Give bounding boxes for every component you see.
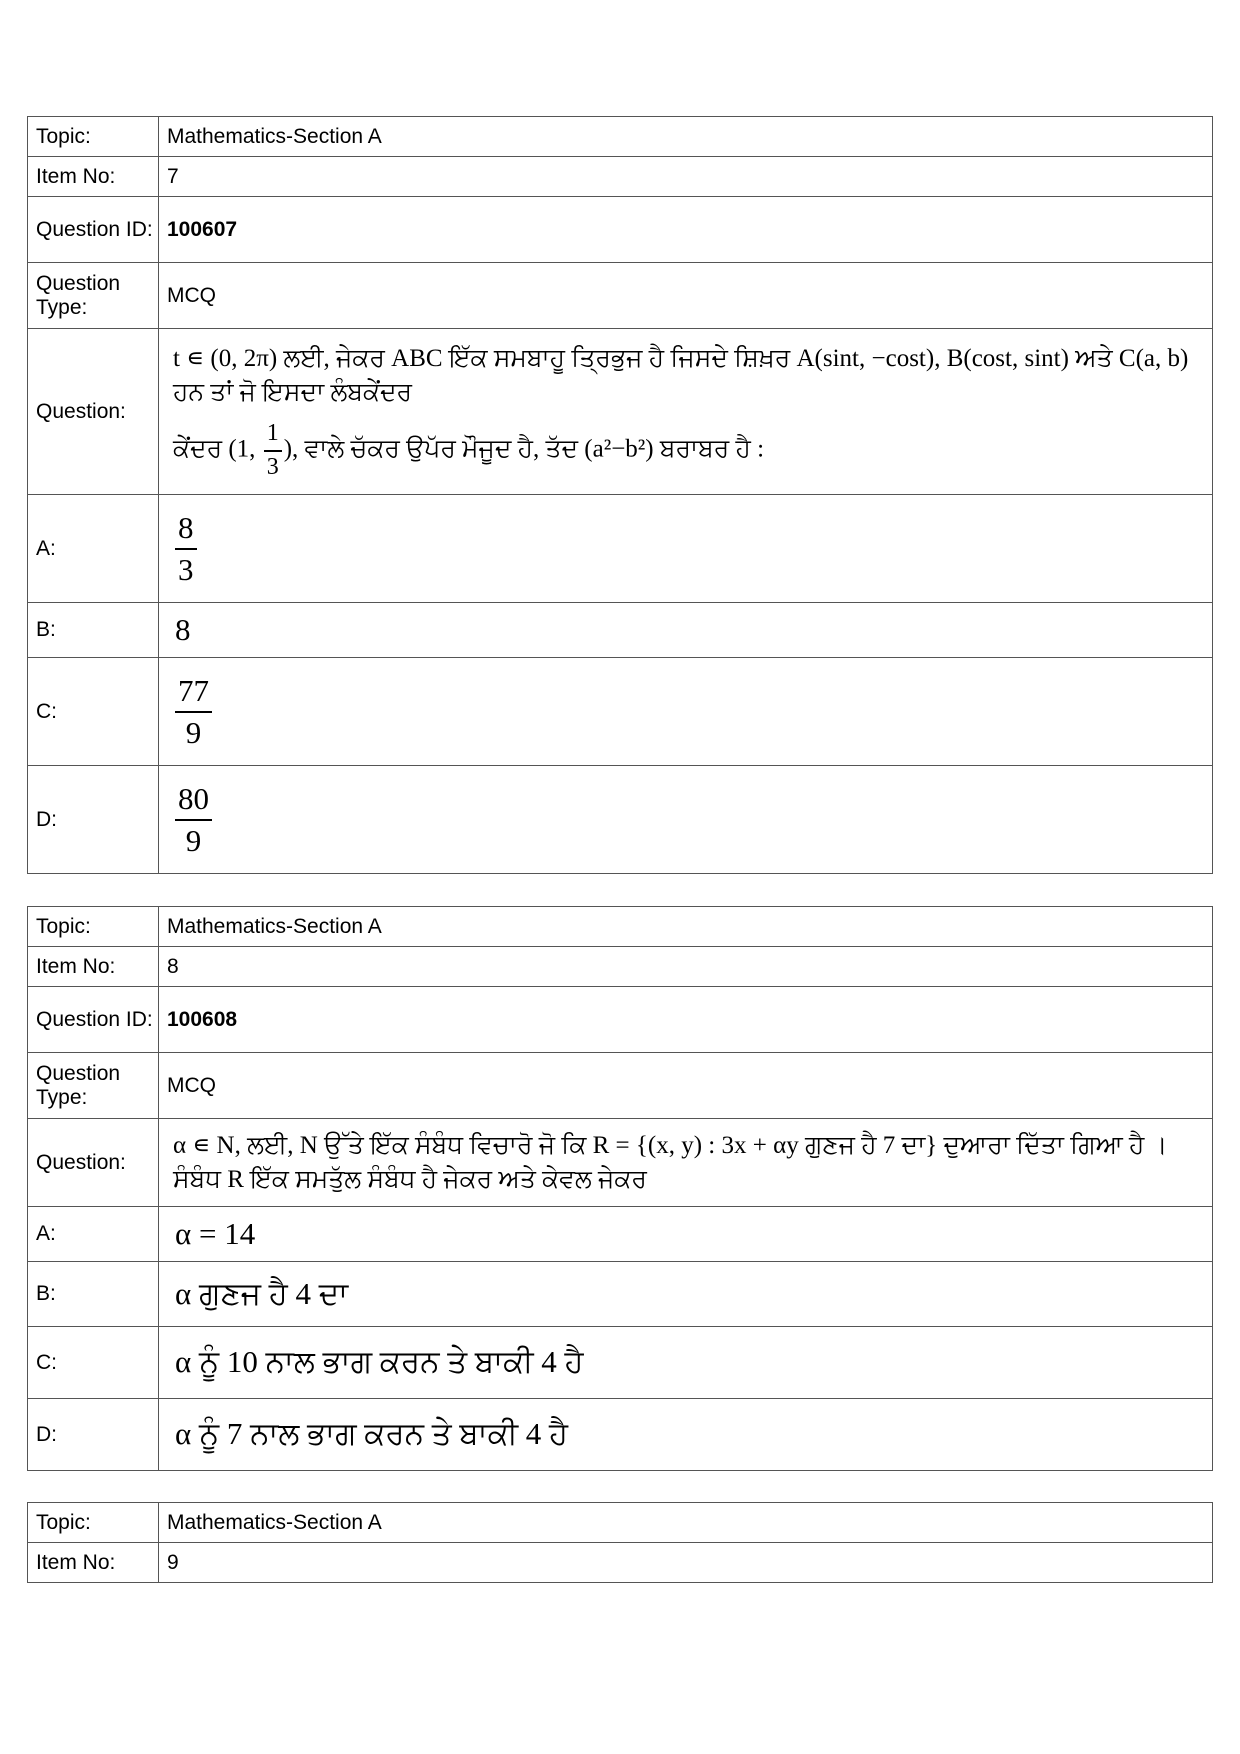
option-a-label: A: <box>28 1207 159 1262</box>
item-no-label: Item No: <box>28 947 159 987</box>
option-b-label: B: <box>28 1262 159 1327</box>
option-c-label: C: <box>28 1327 159 1399</box>
question-label: Question: <box>28 329 159 495</box>
option-d-den: 9 <box>185 822 202 858</box>
option-c[interactable]: α ਨੂੰ 10 ਨਾਲ ਭਾਗ ਕਰਨ ਤੇ ਬਾਕੀ 4 ਹੈ <box>159 1327 1213 1399</box>
topic-label: Topic: <box>28 117 159 157</box>
item-no-label: Item No: <box>28 1543 159 1583</box>
question-card-item-9 <box>27 1502 1213 1583</box>
question-line-2-post: ), ਵਾਲੇ ਚੱਕਰ ਉਪੱਰ ਮੌਜੂਦ ਹੈ, ਤੱਦ (a²−b²) ਬਰਾਬਰ ਹੈ : <box>283 435 765 463</box>
option-a-num: 8 <box>175 510 197 550</box>
option-c-label: C: <box>28 658 159 766</box>
question-id-value: 100607 <box>159 197 1213 263</box>
question-type-label: Question Type: <box>28 263 159 329</box>
topic-value: Mathematics-Section A <box>159 1503 1213 1543</box>
question-type-value: MCQ <box>159 1053 1213 1119</box>
question-text <box>159 329 1213 495</box>
question-fraction <box>264 420 282 481</box>
item-no-value: 7 <box>159 157 1213 197</box>
option-b[interactable]: α ਗੁਣਜ ਹੈ 4 ਦਾ <box>159 1262 1213 1327</box>
option-d[interactable] <box>159 766 1213 874</box>
question-line-2 <box>173 420 1198 481</box>
option-b-label: B: <box>28 603 159 658</box>
topic-value: Mathematics-Section A <box>159 117 1213 157</box>
question-id-value: 100608 <box>159 987 1213 1053</box>
question-id-label: Question ID: <box>28 197 159 263</box>
question-fraction-den: 3 <box>266 453 279 480</box>
item-no-value: 9 <box>159 1543 1213 1583</box>
option-a-label: A: <box>28 495 159 603</box>
question-line-2-pre: ਕੇਂਦਰ (1, <box>173 435 256 463</box>
option-a[interactable] <box>159 495 1213 603</box>
item-no-value: 8 <box>159 947 1213 987</box>
option-b[interactable]: 8 <box>159 603 1213 658</box>
question-card-item-8 <box>27 906 1213 1471</box>
option-c-num: 77 <box>175 673 212 713</box>
topic-value: Mathematics-Section A <box>159 907 1213 947</box>
question-line-1: t ∊ (0, 2π) ਲਈ, ਜੇਕਰ ABC ਇੱਕ ਸਮਬਾਹੂ ਤ੍ਰਿਭੁਜ ਹੈ ਜਿਸਦੇ ਸ਼ਿਖ਼ਰ A(sint, −cost), B(cost, sint) ਅਤੇ C(a, b) ਹਨ ਤਾਂ ਜੋ ਇਸਦਾ ਲੰਬਕੇਂਦਰ <box>173 344 1189 406</box>
option-a-fraction <box>175 510 197 587</box>
option-c[interactable] <box>159 658 1213 766</box>
option-d[interactable]: α ਨੂੰ 7 ਨਾਲ ਭਾਗ ਕਰਨ ਤੇ ਬਾਕੀ 4 ਹੈ <box>159 1399 1213 1471</box>
option-c-den: 9 <box>185 714 202 750</box>
question-label: Question: <box>28 1119 159 1207</box>
question-card-item-7 <box>27 116 1213 874</box>
option-d-fraction <box>175 781 212 858</box>
option-d-label: D: <box>28 1399 159 1471</box>
question-fraction-num: 1 <box>264 420 282 452</box>
question-type-value: MCQ <box>159 263 1213 329</box>
topic-label: Topic: <box>28 1503 159 1543</box>
question-text: α ∊ N, ਲਈ, N ਉੱਤੇ ਇੱਕ ਸੰਬੰਧ ਵਿਚਾਰੋ ਜੋ ਕਿ R = {(x, y) : 3x + αy ਗੁਣਜ ਹੈ 7 ਦਾ} ਦੁਆਰਾ ਦਿੱਤਾ ਗਿਆ ਹੈ । ਸੰਬੰਧ R ਇੱਕ ਸਮਤੁੱਲ ਸੰਬੰਧ ਹੈ ਜੇਕਰ ਅਤੇ ਕੇਵਲ ਜੇਕਰ <box>159 1119 1213 1207</box>
option-a[interactable]: α = 14 <box>159 1207 1213 1262</box>
item-no-label: Item No: <box>28 157 159 197</box>
question-type-label: Question Type: <box>28 1053 159 1119</box>
option-a-den: 3 <box>178 551 194 587</box>
option-d-num: 80 <box>175 781 212 821</box>
option-c-fraction <box>175 673 212 750</box>
option-d-label: D: <box>28 766 159 874</box>
topic-label: Topic: <box>28 907 159 947</box>
question-id-label: Question ID: <box>28 987 159 1053</box>
